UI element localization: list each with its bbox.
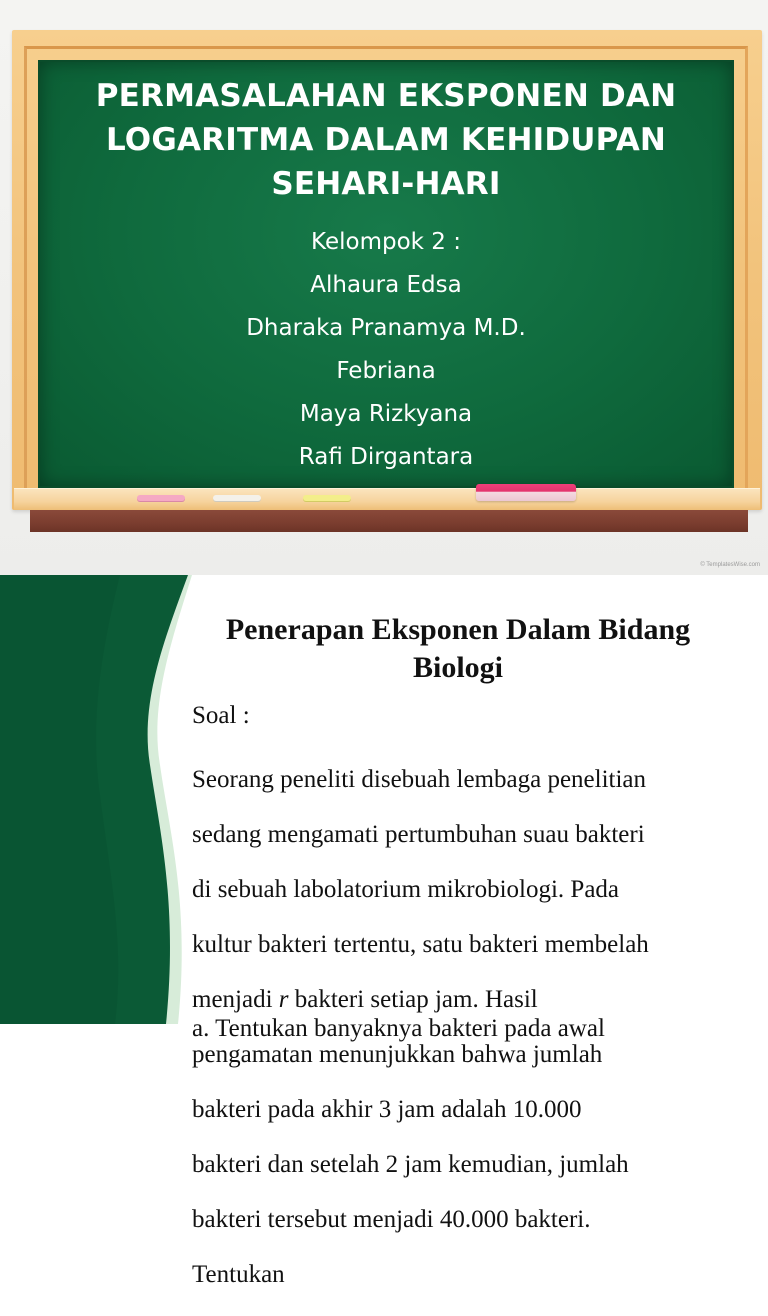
pink-chalk-icon [137, 495, 185, 501]
title-slide [0, 0, 768, 575]
problem-line: bakteri pada akhir 3 jam adalah 10.000 [192, 1095, 582, 1123]
problem-line: di sebuah labolatorium mikrobiologi. Pada [192, 875, 620, 903]
problem-line: pengamatan menunjukkan bahwa jumlah [192, 1040, 603, 1068]
eraser-icon [476, 484, 576, 501]
member-name: Febriana [336, 358, 436, 384]
content-slide [0, 575, 768, 1288]
member-name: Dharaka Pranamya M.D. [246, 315, 526, 341]
problem-line: Seorang peneliti disebuah lembaga penelitian [192, 765, 647, 793]
problem-line: bakteri tersebut menjadi 40.000 bakteri. [192, 1205, 591, 1233]
member-name: Maya Rizkyana [299, 401, 473, 427]
member-name: Rafi Dirgantara [298, 444, 474, 470]
problem-line: bakteri dan setelah 2 jam kemudian, jumlah [192, 1150, 629, 1178]
problem-line: menjadi r bakteri setiap jam. Hasil [192, 985, 538, 1013]
group-members [40, 221, 732, 479]
yellow-chalk-icon [303, 495, 351, 501]
problem-line-partial: a. Tentukan banyaknya bakteri pada awal [192, 1015, 605, 1042]
white-chalk-icon [213, 495, 261, 501]
template-watermark: © TemplatesWise.com [700, 562, 760, 568]
group-label: Kelompok 2 : [311, 229, 461, 255]
slide-title: PERMASALAHAN EKSPONEN DAN LOGARITMA DALAM KEHIDUPAN SEHARI-HARI [95, 78, 677, 202]
slide-title: Penerapan Eksponen Dalam Bidang Biologi [225, 613, 691, 684]
soal-label: Soal : [192, 702, 250, 729]
problem-line: Tentukan [192, 1260, 285, 1288]
problem-line: kultur bakteri tertentu, satu bakteri membelah [192, 930, 649, 958]
chalkboard-ledge [30, 510, 748, 532]
problem-line: sedang mengamati pertumbuhan suau bakteri [192, 820, 645, 848]
member-name: Alhaura Edsa [310, 272, 462, 298]
chalk-tray [14, 488, 760, 510]
variable-r: r [278, 985, 289, 1013]
clipped-line [192, 1013, 752, 1042]
